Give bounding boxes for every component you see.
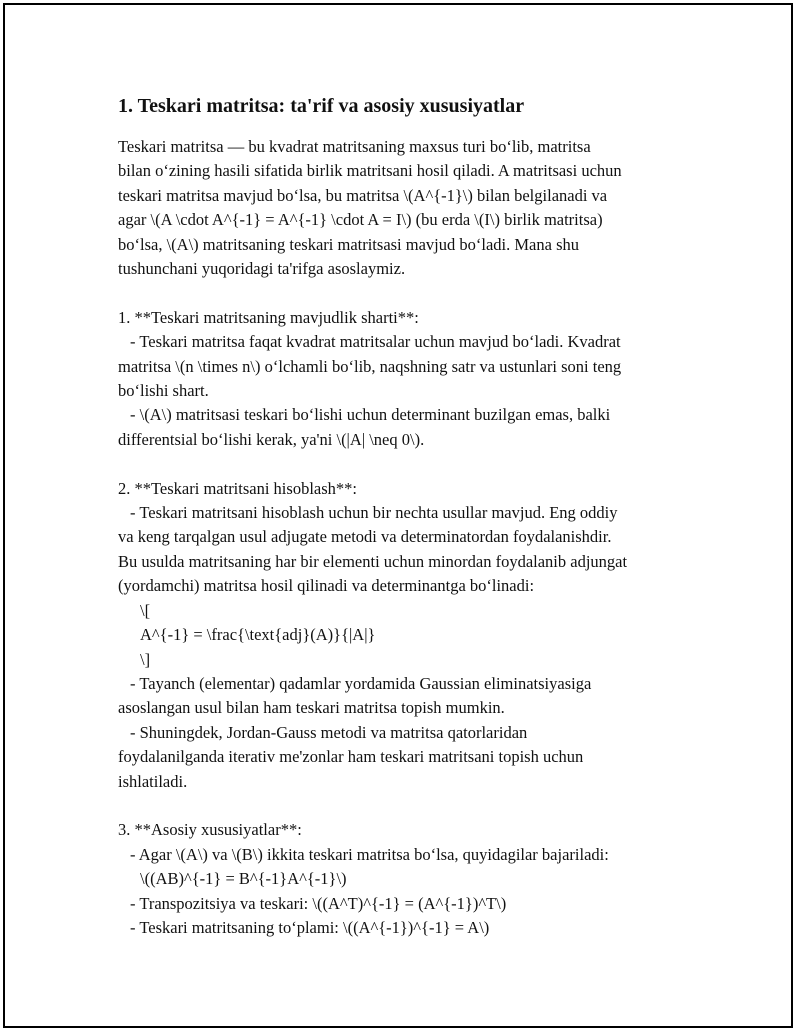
text-line: agar \(A \cdot A^{-1} = A^{-1} \cdot A = I\) (bu erda \(I\) birlik matritsa) [118, 210, 603, 230]
blank-line [118, 281, 688, 305]
bullet-line: - Shuningdek, Jordan-Gauss metodi va matritsa qatorlaridan [130, 722, 528, 742]
bullet-line: - Transpozitsiya va teskari: \((A^T)^{-1} = (A^{-1})^T\) [130, 893, 507, 913]
section-heading: 2. **Teskari matritsani hisoblash**: [118, 478, 357, 498]
text-line: asoslangan usul bilan ham teskari matritsa topish mumkin. [118, 698, 505, 718]
formula-line: \] [140, 649, 151, 669]
text-line: Bu usulda matritsaning har bir elementi uchun minordan foydalanib adjungat [118, 551, 628, 571]
text-line: tushunchani yuqoridagi ta'rifga asoslaymiz. [118, 259, 406, 279]
section-properties [118, 818, 688, 940]
text-line: (yordamchi) matritsa hosil qilinadi va determinantga boʻlinadi: [118, 576, 535, 596]
text-line: boʻlsa, \(A\) matritsaning teskari matritsasi mavjud boʻladi. Mana shu [118, 234, 579, 254]
blank-line [118, 794, 688, 818]
formula-line: \((AB)^{-1} = B^{-1}A^{-1}\) [140, 869, 347, 889]
bullet-line: - Agar \(A\) va \(B\) ikkita teskari matritsa boʻlsa, quyidagilar bajariladi: [130, 844, 609, 864]
section-heading: 3. **Asosiy xususiyatlar**: [118, 820, 302, 840]
bullet-line: - \(A\) matritsasi teskari boʻlishi uchun determinant buzilgan emas, balki [130, 405, 611, 425]
bullet-line: - Teskari matritsani hisoblash uchun bir nechta usullar mavjud. Eng oddiy [130, 503, 618, 523]
intro-paragraph [118, 135, 688, 281]
text-line: foydalanilganda iterativ me'zonlar ham teskari matritsani topish uchun [118, 747, 584, 767]
section-title: 1. Teskari matritsa: ta'rif va asosiy xususiyatlar [118, 95, 525, 117]
bullet-line: - Teskari matritsaning toʻplami: \((A^{-1})^{-1} = A\) [130, 917, 490, 937]
text-line: va keng tarqalgan usul adjugate metodi va determinatordan foydalanishdir. [118, 527, 612, 547]
text-line: teskari matritsa mavjud boʻlsa, bu matritsa \(A^{-1}\) bilan belgilanadi va [118, 185, 608, 205]
formula-line: \[ [140, 600, 151, 620]
text-line: Teskari matritsa — bu kvadrat matritsaning maxsus turi boʻlib, matritsa [118, 137, 591, 156]
blank-line [118, 452, 688, 476]
text-line: matritsa \(n \times n\) oʻlchamli boʻlib, naqshning satr va ustunlari soni teng [118, 356, 622, 376]
text-line: bilan oʻzining hasili sifatida birlik matritsani hosil qiladi. A matritsasi uchun [118, 161, 622, 181]
bullet-line: - Tayanch (elementar) qadamlar yordamida Gaussian eliminatsiyasiga [130, 673, 592, 693]
text-line: ishlatiladi. [118, 771, 188, 791]
text-line: differentsial boʻlishi kerak, ya'ni \(|A| \neq 0\). [118, 429, 425, 449]
bullet-line: - Teskari matritsa faqat kvadrat matritsalar uchun mavjud boʻladi. Kvadrat [130, 332, 621, 352]
formula-line: A^{-1} = \frac{\text{adj}(A)}{|A|} [140, 625, 376, 645]
text-line: boʻlishi shart. [118, 381, 209, 401]
document-body [118, 92, 688, 940]
section-existence [118, 306, 688, 452]
section-heading: 1. **Teskari matritsaning mavjudlik sharti**: [118, 307, 419, 327]
section-computation [118, 477, 688, 794]
